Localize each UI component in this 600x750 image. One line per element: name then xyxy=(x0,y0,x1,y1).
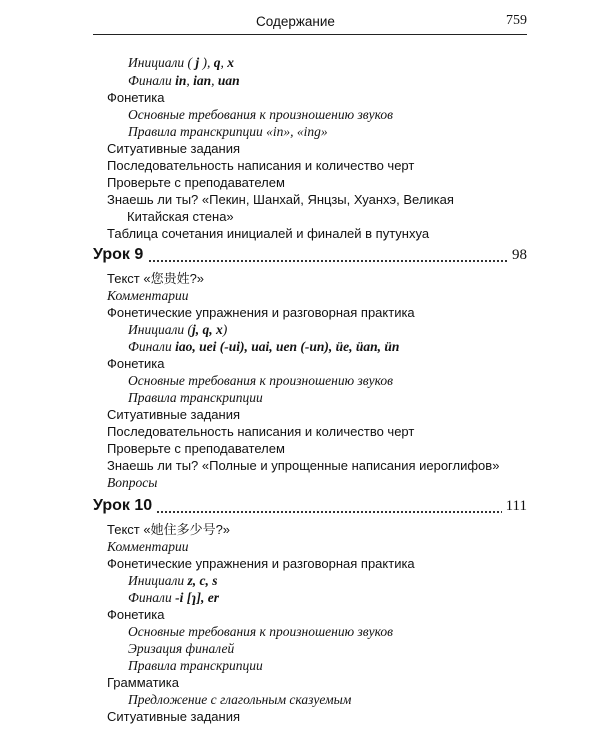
toc-entry-transcription-rules[interactable]: Правила транскрипции «in», «ing» xyxy=(128,124,328,139)
entry-emphasis: j xyxy=(195,55,200,70)
entry-emphasis: z, c, s xyxy=(187,573,218,588)
entry-text: Инициали xyxy=(128,573,188,588)
toc-entry-grammar[interactable]: Грамматика xyxy=(107,675,180,690)
toc-entry-exercises[interactable]: Фонетические упражнения и разговорная практика xyxy=(107,556,415,571)
lesson-10-heading[interactable] xyxy=(93,496,527,516)
entry-emphasis: in xyxy=(175,73,187,88)
toc-entry-phonetics[interactable]: Фонетика xyxy=(107,90,165,105)
dot-leader xyxy=(93,260,527,262)
toc-entry-did-you-know[interactable]: Знаешь ли ты? «Полные и упрощенные написания иероглифов» xyxy=(107,458,500,473)
entry-text: ) xyxy=(222,322,228,337)
toc-entry-transcription-rules[interactable]: Правила транскрипции xyxy=(128,658,263,673)
toc-entry-finals[interactable] xyxy=(128,338,399,355)
toc-entry-requirements[interactable]: Основные требования к произношению звуков xyxy=(128,624,394,639)
entry-text: , xyxy=(186,73,194,88)
page-number: 759 xyxy=(506,13,527,28)
entry-text: ), xyxy=(199,55,214,70)
toc-entry-phonetics[interactable]: Фонетика xyxy=(107,356,165,371)
toc-entry-comments[interactable]: Комментарии xyxy=(107,539,189,554)
toc-entry-exercises[interactable]: Фонетические упражнения и разговорная практика xyxy=(107,305,415,320)
dot-leader xyxy=(93,511,527,513)
toc-entry-did-you-know[interactable]: Знаешь ли ты? «Пекин, Шанхай, Янцзы, Хуанхэ, Великая xyxy=(107,192,454,207)
toc-entry-situations[interactable]: Ситуативные задания xyxy=(107,141,241,156)
toc-entry-table[interactable]: Таблица сочетания инициалей и финалей в путунхуа xyxy=(107,226,430,241)
toc-entry-transcription-rules[interactable]: Правила транскрипции xyxy=(128,390,263,405)
lesson-page: 111 xyxy=(502,496,527,516)
entry-emphasis: -i [ɿ], er xyxy=(175,590,219,605)
entry-text: Инициали ( xyxy=(128,55,196,70)
lesson-9-heading[interactable] xyxy=(93,245,527,265)
entry-emphasis: q xyxy=(213,55,221,70)
toc-entry-initials[interactable] xyxy=(128,54,234,71)
entry-emphasis: uan xyxy=(217,73,240,88)
toc-entry-initials[interactable] xyxy=(128,321,227,338)
entry-emphasis: j, q, x xyxy=(191,322,223,337)
toc-entry-requirements[interactable]: Основные требования к произношению звуков xyxy=(128,373,394,388)
toc-entry-situations[interactable]: Ситуативные задания xyxy=(107,407,241,422)
toc-entry-initials[interactable] xyxy=(128,572,217,589)
lesson-title: Урок 9 xyxy=(93,245,147,265)
toc-entry-check-teacher[interactable]: Проверьте с преподавателем xyxy=(107,175,285,190)
toc-entry-text[interactable]: Текст «她住多少号?» xyxy=(107,522,231,537)
entry-text: , xyxy=(220,55,228,70)
toc-entry-finals[interactable] xyxy=(128,72,240,89)
entry-text: Инициали ( xyxy=(128,322,192,337)
entry-emphasis: iao, uei (-ui), uai, uen (-un), üe, üan, ün xyxy=(175,339,400,354)
toc-entry-requirements[interactable]: Основные требования к произношению звуков xyxy=(128,107,394,122)
entry-emphasis: x xyxy=(227,55,234,70)
toc-entry-did-you-know-cont[interactable]: Китайская стена» xyxy=(127,209,234,224)
toc-entry-stroke-order[interactable]: Последовательность написания и количество черт xyxy=(107,158,415,173)
toc-entry-check-teacher[interactable]: Проверьте с преподавателем xyxy=(107,441,285,456)
lesson-page: 98 xyxy=(508,245,527,265)
toc-entry-erization[interactable]: Эризация финалей xyxy=(128,641,235,656)
entry-text: Финали xyxy=(128,339,176,354)
toc-entry-questions[interactable]: Вопросы xyxy=(107,475,158,490)
toc-entry-verbal-predicate[interactable]: Предложение с глагольным сказуемым xyxy=(128,692,352,707)
toc-entry-comments[interactable]: Комментарии xyxy=(107,288,189,303)
toc-entry-phonetics[interactable]: Фонетика xyxy=(107,607,165,622)
entry-text: Финали xyxy=(128,73,176,88)
toc-entry-stroke-order[interactable]: Последовательность написания и количество черт xyxy=(107,424,415,439)
toc-entry-finals[interactable] xyxy=(128,589,219,606)
entry-emphasis: ian xyxy=(193,73,212,88)
toc-entry-situations[interactable]: Ситуативные задания xyxy=(107,709,241,724)
toc-entry-text[interactable]: Текст «您贵姓?» xyxy=(107,271,205,286)
entry-text: , xyxy=(211,73,218,88)
lesson-title: Урок 10 xyxy=(93,496,156,516)
header-rule xyxy=(93,34,527,35)
entry-text: Финали xyxy=(128,590,176,605)
running-header-title: Содержание xyxy=(256,14,335,29)
